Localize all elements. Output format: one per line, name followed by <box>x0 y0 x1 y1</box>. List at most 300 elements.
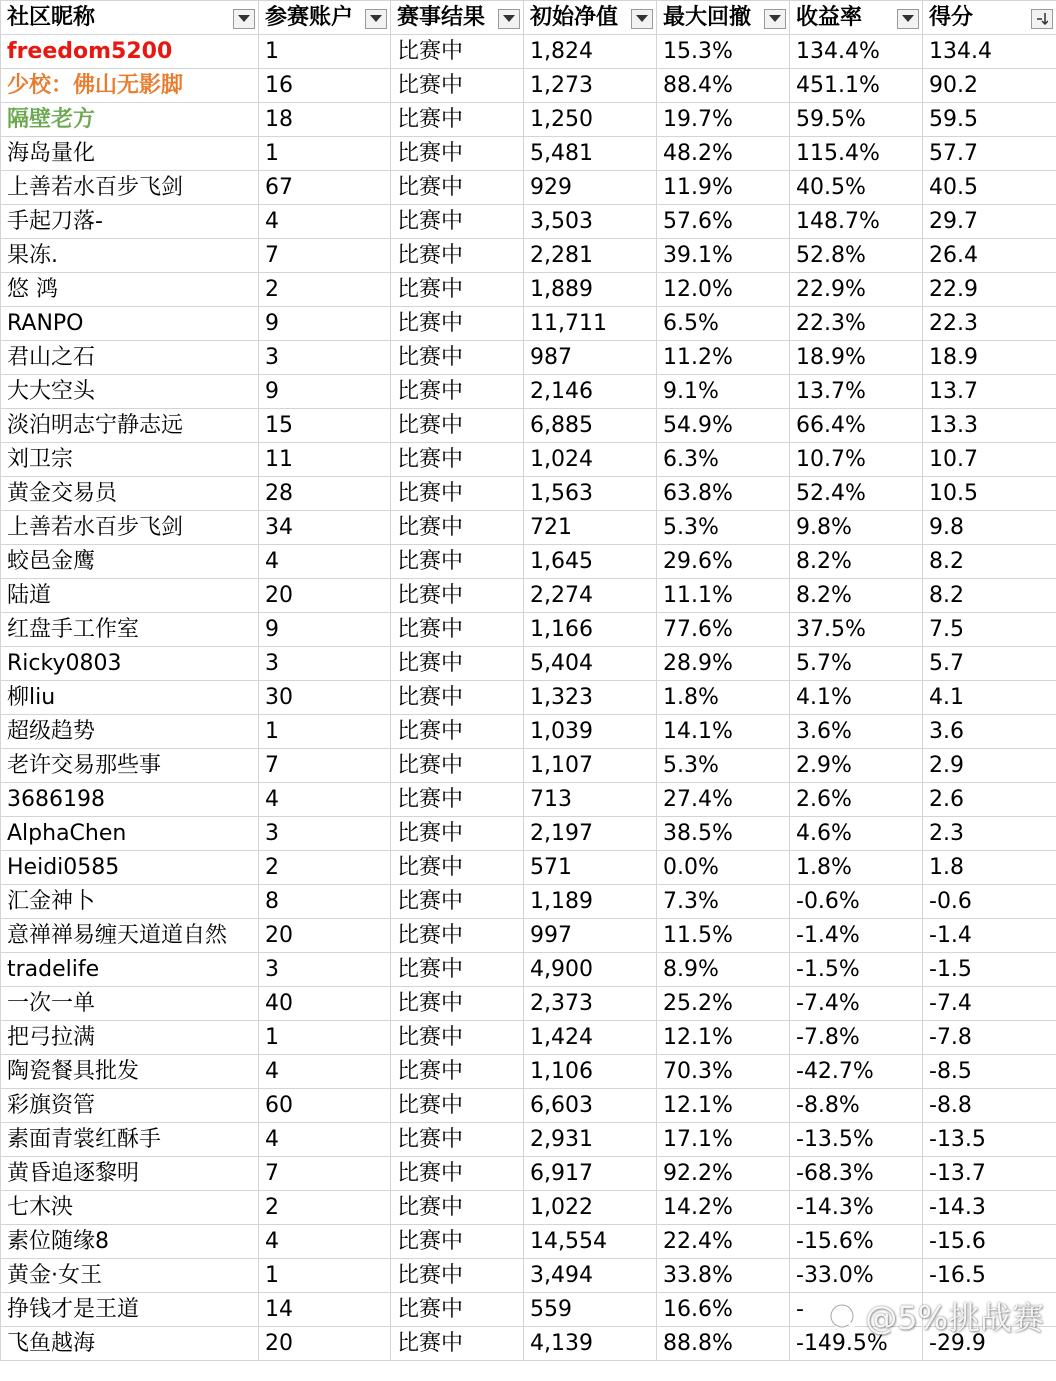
header-label: 社区昵称 <box>7 5 96 30</box>
nickname-cell[interactable]: 飞鱼越海 <box>1 1327 259 1361</box>
score-cell[interactable]: 8.2 <box>923 579 1056 613</box>
accounts-cell[interactable]: 1 <box>259 715 391 749</box>
initial-nav-cell[interactable]: 721 <box>524 511 657 545</box>
max-drawdown-cell[interactable]: 14.1% <box>657 715 790 749</box>
accounts-cell[interactable]: 3 <box>259 341 391 375</box>
header-result <box>391 1 524 35</box>
return-cell[interactable]: 8.2% <box>790 545 923 579</box>
table-body <box>1 35 1056 1361</box>
max-drawdown-cell[interactable]: 8.9% <box>657 953 790 987</box>
nickname-cell[interactable]: 上善若水百步飞剑 <box>1 171 259 205</box>
result-cell[interactable]: 比赛中 <box>391 579 524 613</box>
initial-nav-cell[interactable]: 3,494 <box>524 1259 657 1293</box>
accounts-cell[interactable]: 7 <box>259 239 391 273</box>
return-cell[interactable]: 4.1% <box>790 681 923 715</box>
return-cell[interactable]: 22.9% <box>790 273 923 307</box>
initial-nav-cell[interactable]: 2,373 <box>524 987 657 1021</box>
nickname-cell[interactable]: 君山之石 <box>1 341 259 375</box>
return-cell[interactable]: 52.8% <box>790 239 923 273</box>
max-drawdown-cell[interactable]: 63.8% <box>657 477 790 511</box>
score-cell[interactable]: -7.4 <box>923 987 1056 1021</box>
result-cell[interactable]: 比赛中 <box>391 1123 524 1157</box>
nickname-cell[interactable]: 手起刀落- <box>1 205 259 239</box>
return-cell[interactable]: 59.5% <box>790 103 923 137</box>
result-cell[interactable]: 比赛中 <box>391 69 524 103</box>
result-cell[interactable]: 比赛中 <box>391 137 524 171</box>
score-cell[interactable]: 4.1 <box>923 681 1056 715</box>
result-cell[interactable]: 比赛中 <box>391 341 524 375</box>
score-cell[interactable]: -13.5 <box>923 1123 1056 1157</box>
score-cell[interactable]: -1.5 <box>923 953 1056 987</box>
result-cell[interactable]: 比赛中 <box>391 885 524 919</box>
table-row <box>1 103 1056 137</box>
accounts-cell[interactable]: 2 <box>259 1191 391 1225</box>
accounts-cell[interactable]: 20 <box>259 579 391 613</box>
return-cell[interactable]: 1.8% <box>790 851 923 885</box>
return-cell[interactable]: 2.9% <box>790 749 923 783</box>
return-cell[interactable]: 115.4% <box>790 137 923 171</box>
initial-nav-cell[interactable]: 5,481 <box>524 137 657 171</box>
result-cell[interactable]: 比赛中 <box>391 681 524 715</box>
accounts-cell[interactable]: 16 <box>259 69 391 103</box>
header-label: 参赛账户 <box>265 5 354 30</box>
accounts-cell[interactable]: 1 <box>259 137 391 171</box>
return-cell[interactable]: - <box>790 1293 923 1327</box>
accounts-cell[interactable]: 40 <box>259 987 391 1021</box>
header-row <box>1 1 1056 35</box>
nickname-cell[interactable]: 七木泱 <box>1 1191 259 1225</box>
score-cell[interactable]: 5.7 <box>923 647 1056 681</box>
accounts-cell[interactable]: 9 <box>259 307 391 341</box>
initial-nav-cell[interactable]: 1,039 <box>524 715 657 749</box>
accounts-cell[interactable]: 20 <box>259 919 391 953</box>
nickname-cell[interactable]: 上善若水百步飞剑 <box>1 511 259 545</box>
filter-dropdown-icon[interactable] <box>897 9 919 29</box>
max-drawdown-cell[interactable]: 15.3% <box>657 35 790 69</box>
max-drawdown-cell[interactable]: 25.2% <box>657 987 790 1021</box>
initial-nav-cell[interactable]: 1,824 <box>524 35 657 69</box>
header-initial-nav <box>524 1 657 35</box>
nickname-cell[interactable]: 淡泊明志宁静志远 <box>1 409 259 443</box>
nickname-cell[interactable]: 挣钱才是王道 <box>1 1293 259 1327</box>
max-drawdown-cell[interactable]: 14.2% <box>657 1191 790 1225</box>
accounts-cell[interactable]: 4 <box>259 1225 391 1259</box>
sort-descending-icon[interactable] <box>1031 9 1053 29</box>
max-drawdown-cell[interactable]: 12.1% <box>657 1021 790 1055</box>
nickname-cell[interactable]: 海岛量化 <box>1 137 259 171</box>
nickname-cell[interactable]: Ricky0803 <box>1 647 259 681</box>
accounts-cell[interactable]: 7 <box>259 1157 391 1191</box>
score-cell[interactable]: 8.2 <box>923 545 1056 579</box>
score-cell[interactable]: 26.4 <box>923 239 1056 273</box>
accounts-cell[interactable]: 4 <box>259 545 391 579</box>
initial-nav-cell[interactable]: 997 <box>524 919 657 953</box>
max-drawdown-cell[interactable]: 54.9% <box>657 409 790 443</box>
initial-nav-cell[interactable]: 14,554 <box>524 1225 657 1259</box>
result-cell[interactable]: 比赛中 <box>391 1021 524 1055</box>
nickname-cell[interactable]: 柳liu <box>1 681 259 715</box>
nickname-cell[interactable]: 悠 鸿 <box>1 273 259 307</box>
nickname-cell[interactable]: tradelife <box>1 953 259 987</box>
score-cell[interactable]: 18.9 <box>923 341 1056 375</box>
score-cell[interactable]: 10.5 <box>923 477 1056 511</box>
accounts-cell[interactable]: 1 <box>259 1021 391 1055</box>
score-cell[interactable]: 13.3 <box>923 409 1056 443</box>
result-cell[interactable]: 比赛中 <box>391 1327 524 1361</box>
max-drawdown-cell[interactable]: 12.1% <box>657 1089 790 1123</box>
return-cell[interactable]: 52.4% <box>790 477 923 511</box>
nickname-cell[interactable]: 大大空头 <box>1 375 259 409</box>
result-cell[interactable]: 比赛中 <box>391 1225 524 1259</box>
nickname-cell[interactable]: 黄金·女王 <box>1 1259 259 1293</box>
max-drawdown-cell[interactable]: 70.3% <box>657 1055 790 1089</box>
initial-nav-cell[interactable]: 571 <box>524 851 657 885</box>
initial-nav-cell[interactable]: 2,274 <box>524 579 657 613</box>
max-drawdown-cell[interactable]: 11.2% <box>657 341 790 375</box>
table-row <box>1 817 1056 851</box>
nickname-cell[interactable]: 少校：佛山无影脚 <box>1 69 259 103</box>
result-cell[interactable]: 比赛中 <box>391 239 524 273</box>
accounts-cell[interactable]: 20 <box>259 1327 391 1361</box>
initial-nav-cell[interactable]: 1,022 <box>524 1191 657 1225</box>
return-cell[interactable]: 451.1% <box>790 69 923 103</box>
initial-nav-cell[interactable]: 1,106 <box>524 1055 657 1089</box>
score-cell[interactable]: 2.6 <box>923 783 1056 817</box>
return-cell[interactable]: 66.4% <box>790 409 923 443</box>
accounts-cell[interactable]: 4 <box>259 1123 391 1157</box>
max-drawdown-cell[interactable]: 77.6% <box>657 613 790 647</box>
nickname-cell[interactable]: 隔壁老方 <box>1 103 259 137</box>
nickname-cell[interactable]: 蛟邑金鹰 <box>1 545 259 579</box>
max-drawdown-cell[interactable]: 39.1% <box>657 239 790 273</box>
accounts-cell[interactable]: 18 <box>259 103 391 137</box>
table-row <box>1 1259 1056 1293</box>
initial-nav-cell[interactable]: 4,139 <box>524 1327 657 1361</box>
nickname-cell[interactable]: 素位随缘8 <box>1 1225 259 1259</box>
initial-nav-cell[interactable]: 559 <box>524 1293 657 1327</box>
max-drawdown-cell[interactable]: 16.6% <box>657 1293 790 1327</box>
accounts-cell[interactable]: 30 <box>259 681 391 715</box>
score-cell[interactable]: -15.6 <box>923 1225 1056 1259</box>
chat-bubble-icon <box>827 1301 861 1331</box>
initial-nav-cell[interactable]: 1,250 <box>524 103 657 137</box>
result-cell[interactable]: 比赛中 <box>391 307 524 341</box>
result-cell[interactable]: 比赛中 <box>391 1259 524 1293</box>
nickname-cell[interactable]: 果冻. <box>1 239 259 273</box>
accounts-cell[interactable]: 3 <box>259 647 391 681</box>
max-drawdown-cell[interactable]: 5.3% <box>657 749 790 783</box>
score-cell[interactable]: 3.6 <box>923 715 1056 749</box>
return-cell[interactable]: 2.6% <box>790 783 923 817</box>
return-cell[interactable]: 10.7% <box>790 443 923 477</box>
table-row <box>1 307 1056 341</box>
return-cell[interactable]: 9.8% <box>790 511 923 545</box>
max-drawdown-cell[interactable]: 27.4% <box>657 783 790 817</box>
result-cell[interactable]: 比赛中 <box>391 1191 524 1225</box>
max-drawdown-cell[interactable]: 22.4% <box>657 1225 790 1259</box>
result-cell[interactable]: 比赛中 <box>391 749 524 783</box>
return-cell[interactable]: -7.8% <box>790 1021 923 1055</box>
return-cell[interactable]: 40.5% <box>790 171 923 205</box>
max-drawdown-cell[interactable]: 11.9% <box>657 171 790 205</box>
initial-nav-cell[interactable]: 1,273 <box>524 69 657 103</box>
nickname-cell[interactable]: 红盘手工作室 <box>1 613 259 647</box>
score-cell[interactable]: -13.7 <box>923 1157 1056 1191</box>
max-drawdown-cell[interactable]: 12.0% <box>657 273 790 307</box>
return-cell[interactable]: -68.3% <box>790 1157 923 1191</box>
table-row <box>1 477 1056 511</box>
result-cell[interactable]: 比赛中 <box>391 477 524 511</box>
result-cell[interactable]: 比赛中 <box>391 103 524 137</box>
score-cell[interactable]: 57.7 <box>923 137 1056 171</box>
header-label: 收益率 <box>796 5 863 30</box>
result-cell[interactable]: 比赛中 <box>391 647 524 681</box>
result-cell[interactable]: 比赛中 <box>391 1157 524 1191</box>
nickname-cell[interactable]: AlphaChen <box>1 817 259 851</box>
accounts-cell[interactable]: 4 <box>259 783 391 817</box>
initial-nav-cell[interactable]: 11,711 <box>524 307 657 341</box>
result-cell[interactable]: 比赛中 <box>391 375 524 409</box>
nickname-cell[interactable]: freedom5200 <box>1 35 259 69</box>
accounts-cell[interactable]: 4 <box>259 205 391 239</box>
result-cell[interactable]: 比赛中 <box>391 171 524 205</box>
return-cell[interactable]: 13.7% <box>790 375 923 409</box>
max-drawdown-cell[interactable]: 92.2% <box>657 1157 790 1191</box>
initial-nav-cell[interactable]: 2,197 <box>524 817 657 851</box>
score-cell[interactable]: -14.3 <box>923 1191 1056 1225</box>
initial-nav-cell[interactable]: 1,166 <box>524 613 657 647</box>
header-label: 初始净值 <box>530 5 619 30</box>
max-drawdown-cell[interactable]: 11.1% <box>657 579 790 613</box>
result-cell[interactable]: 比赛中 <box>391 613 524 647</box>
return-cell[interactable]: -33.0% <box>790 1259 923 1293</box>
filter-dropdown-icon[interactable] <box>764 9 786 29</box>
initial-nav-cell[interactable]: 3,503 <box>524 205 657 239</box>
max-drawdown-cell[interactable]: 48.2% <box>657 137 790 171</box>
return-cell[interactable]: 8.2% <box>790 579 923 613</box>
score-cell[interactable]: 22.3 <box>923 307 1056 341</box>
score-cell[interactable]: -1.4 <box>923 919 1056 953</box>
return-cell[interactable]: -1.5% <box>790 953 923 987</box>
filter-dropdown-icon[interactable] <box>498 9 520 29</box>
initial-nav-cell[interactable]: 1,189 <box>524 885 657 919</box>
table-row <box>1 205 1056 239</box>
score-cell[interactable]: 9.8 <box>923 511 1056 545</box>
accounts-cell[interactable]: 8 <box>259 885 391 919</box>
nickname-cell[interactable]: 老许交易那些事 <box>1 749 259 783</box>
nickname-cell[interactable]: 超级趋势 <box>1 715 259 749</box>
score-cell[interactable]: 7.5 <box>923 613 1056 647</box>
max-drawdown-cell[interactable]: 9.1% <box>657 375 790 409</box>
initial-nav-cell[interactable]: 2,146 <box>524 375 657 409</box>
header-label: 赛事结果 <box>397 5 486 30</box>
max-drawdown-cell[interactable]: 29.6% <box>657 545 790 579</box>
return-cell[interactable]: 5.7% <box>790 647 923 681</box>
return-cell[interactable]: -14.3% <box>790 1191 923 1225</box>
return-cell[interactable]: -13.5% <box>790 1123 923 1157</box>
accounts-cell[interactable]: 9 <box>259 375 391 409</box>
max-drawdown-cell[interactable]: 6.5% <box>657 307 790 341</box>
result-cell[interactable]: 比赛中 <box>391 545 524 579</box>
result-cell[interactable]: 比赛中 <box>391 953 524 987</box>
result-cell[interactable]: 比赛中 <box>391 987 524 1021</box>
return-cell[interactable]: 4.6% <box>790 817 923 851</box>
score-cell[interactable]: -7.8 <box>923 1021 1056 1055</box>
score-cell[interactable]: -0.6 <box>923 885 1056 919</box>
nickname-cell[interactable]: 黄金交易员 <box>1 477 259 511</box>
max-drawdown-cell[interactable]: 5.3% <box>657 511 790 545</box>
result-cell[interactable]: 比赛中 <box>391 783 524 817</box>
initial-nav-cell[interactable]: 1,107 <box>524 749 657 783</box>
return-cell[interactable]: 37.5% <box>790 613 923 647</box>
return-cell[interactable]: -0.6% <box>790 885 923 919</box>
score-cell[interactable]: 13.7 <box>923 375 1056 409</box>
table-row <box>1 885 1056 919</box>
score-cell[interactable]: -8.5 <box>923 1055 1056 1089</box>
accounts-cell[interactable]: 3 <box>259 953 391 987</box>
initial-nav-cell[interactable]: 6,603 <box>524 1089 657 1123</box>
accounts-cell[interactable]: 3 <box>259 817 391 851</box>
return-cell[interactable]: 134.4% <box>790 35 923 69</box>
accounts-cell[interactable]: 60 <box>259 1089 391 1123</box>
nickname-cell[interactable]: 素面青裳红酥手 <box>1 1123 259 1157</box>
score-cell[interactable]: 40.5 <box>923 171 1056 205</box>
accounts-cell[interactable]: 2 <box>259 851 391 885</box>
initial-nav-cell[interactable]: 6,885 <box>524 409 657 443</box>
result-cell[interactable]: 比赛中 <box>391 443 524 477</box>
initial-nav-cell[interactable]: 4,900 <box>524 953 657 987</box>
nickname-cell[interactable]: 刘卫宗 <box>1 443 259 477</box>
score-cell[interactable]: 2.3 <box>923 817 1056 851</box>
score-cell[interactable]: 134.4 <box>923 35 1056 69</box>
result-cell[interactable]: 比赛中 <box>391 273 524 307</box>
accounts-cell[interactable]: 67 <box>259 171 391 205</box>
initial-nav-cell[interactable]: 1,889 <box>524 273 657 307</box>
max-drawdown-cell[interactable]: 38.5% <box>657 817 790 851</box>
return-cell[interactable]: -42.7% <box>790 1055 923 1089</box>
return-cell[interactable]: -7.4% <box>790 987 923 1021</box>
result-cell[interactable]: 比赛中 <box>391 851 524 885</box>
return-cell[interactable]: -149.5% <box>790 1327 923 1361</box>
result-cell[interactable]: 比赛中 <box>391 817 524 851</box>
nickname-cell[interactable]: Heidi0585 <box>1 851 259 885</box>
max-drawdown-cell[interactable]: 57.6% <box>657 205 790 239</box>
result-cell[interactable]: 比赛中 <box>391 919 524 953</box>
return-cell[interactable]: 22.3% <box>790 307 923 341</box>
filter-dropdown-icon[interactable] <box>631 9 653 29</box>
initial-nav-cell[interactable]: 1,645 <box>524 545 657 579</box>
score-cell[interactable]: 59.5 <box>923 103 1056 137</box>
result-cell[interactable]: 比赛中 <box>391 35 524 69</box>
nickname-cell[interactable]: 彩旗资管 <box>1 1089 259 1123</box>
score-cell[interactable]: 29.7 <box>923 205 1056 239</box>
initial-nav-cell[interactable]: 987 <box>524 341 657 375</box>
score-cell[interactable]: 10.7 <box>923 443 1056 477</box>
nickname-cell[interactable]: 汇金神卜 <box>1 885 259 919</box>
nickname-cell[interactable]: 一次一单 <box>1 987 259 1021</box>
result-cell[interactable]: 比赛中 <box>391 511 524 545</box>
nickname-cell[interactable]: 陆道 <box>1 579 259 613</box>
nickname-cell[interactable]: RANPO <box>1 307 259 341</box>
table-row <box>1 1089 1056 1123</box>
return-cell[interactable]: 148.7% <box>790 205 923 239</box>
result-cell[interactable]: 比赛中 <box>391 1293 524 1327</box>
nickname-cell[interactable]: 意禅禅易缠天道道自然 <box>1 919 259 953</box>
max-drawdown-cell[interactable]: 7.3% <box>657 885 790 919</box>
result-cell[interactable]: 比赛中 <box>391 1055 524 1089</box>
initial-nav-cell[interactable]: 1,563 <box>524 477 657 511</box>
score-cell[interactable]: 1.8 <box>923 851 1056 885</box>
accounts-cell[interactable]: 14 <box>259 1293 391 1327</box>
return-cell[interactable]: 3.6% <box>790 715 923 749</box>
accounts-cell[interactable]: 11 <box>259 443 391 477</box>
score-cell[interactable]: 90.2 <box>923 69 1056 103</box>
initial-nav-cell[interactable]: 929 <box>524 171 657 205</box>
initial-nav-cell[interactable]: 1,024 <box>524 443 657 477</box>
accounts-cell[interactable]: 1 <box>259 1259 391 1293</box>
watermark <box>827 1293 1044 1339</box>
result-cell[interactable]: 比赛中 <box>391 205 524 239</box>
nickname-cell[interactable]: 把弓拉满 <box>1 1021 259 1055</box>
nickname-cell[interactable]: 黄昏追逐黎明 <box>1 1157 259 1191</box>
result-cell[interactable]: 比赛中 <box>391 1089 524 1123</box>
return-cell[interactable]: -8.8% <box>790 1089 923 1123</box>
initial-nav-cell[interactable]: 6,917 <box>524 1157 657 1191</box>
accounts-cell[interactable]: 2 <box>259 273 391 307</box>
initial-nav-cell[interactable]: 2,931 <box>524 1123 657 1157</box>
max-drawdown-cell[interactable]: 11.5% <box>657 919 790 953</box>
accounts-cell[interactable]: 9 <box>259 613 391 647</box>
score-cell[interactable]: 22.9 <box>923 273 1056 307</box>
max-drawdown-cell[interactable]: 28.9% <box>657 647 790 681</box>
max-drawdown-cell[interactable]: 1.8% <box>657 681 790 715</box>
filter-dropdown-icon[interactable] <box>365 9 387 29</box>
initial-nav-cell[interactable]: 5,404 <box>524 647 657 681</box>
accounts-cell[interactable]: 34 <box>259 511 391 545</box>
filter-dropdown-icon[interactable] <box>233 9 255 29</box>
max-drawdown-cell[interactable]: 33.8% <box>657 1259 790 1293</box>
max-drawdown-cell[interactable]: 17.1% <box>657 1123 790 1157</box>
accounts-cell[interactable]: 4 <box>259 1055 391 1089</box>
max-drawdown-cell[interactable]: 6.3% <box>657 443 790 477</box>
return-cell[interactable]: -1.4% <box>790 919 923 953</box>
initial-nav-cell[interactable]: 713 <box>524 783 657 817</box>
max-drawdown-cell[interactable]: 88.4% <box>657 69 790 103</box>
initial-nav-cell[interactable]: 2,281 <box>524 239 657 273</box>
return-cell[interactable]: -15.6% <box>790 1225 923 1259</box>
nickname-cell[interactable]: 陶瓷餐具批发 <box>1 1055 259 1089</box>
max-drawdown-cell[interactable]: 19.7% <box>657 103 790 137</box>
max-drawdown-cell[interactable]: 0.0% <box>657 851 790 885</box>
accounts-cell[interactable]: 7 <box>259 749 391 783</box>
accounts-cell[interactable]: 1 <box>259 35 391 69</box>
result-cell[interactable]: 比赛中 <box>391 715 524 749</box>
nickname-cell[interactable]: 3686198 <box>1 783 259 817</box>
max-drawdown-cell[interactable]: 88.8% <box>657 1327 790 1361</box>
return-cell[interactable]: 18.9% <box>790 341 923 375</box>
initial-nav-cell[interactable]: 1,424 <box>524 1021 657 1055</box>
accounts-cell[interactable]: 15 <box>259 409 391 443</box>
accounts-cell[interactable]: 28 <box>259 477 391 511</box>
score-cell[interactable]: -16.5 <box>923 1259 1056 1293</box>
score-cell[interactable]: 2.9 <box>923 749 1056 783</box>
table-row <box>1 919 1056 953</box>
initial-nav-cell[interactable]: 1,323 <box>524 681 657 715</box>
score-cell[interactable]: -29.9 <box>923 1327 1056 1361</box>
score-cell[interactable]: -8.8 <box>923 1089 1056 1123</box>
table-row <box>1 681 1056 715</box>
result-cell[interactable]: 比赛中 <box>391 409 524 443</box>
